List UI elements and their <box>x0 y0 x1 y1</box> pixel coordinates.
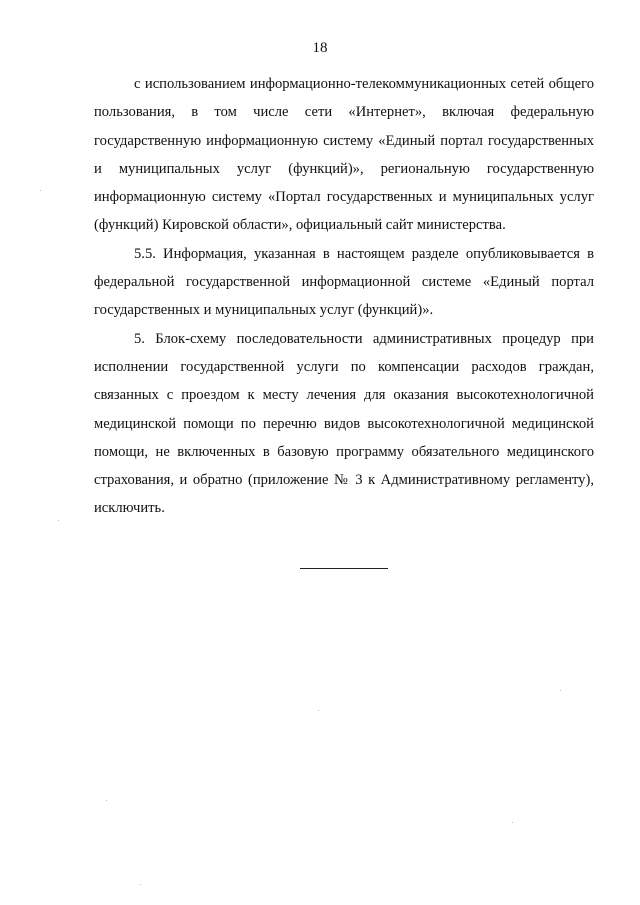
scan-speck <box>560 690 561 691</box>
scan-speck <box>106 800 107 801</box>
document-body <box>94 70 594 523</box>
scan-speck <box>40 190 41 191</box>
page-number: 18 <box>312 40 328 56</box>
paragraph-5-5: 5.5. Информация, указанная в настоящем разделе опубликовывается в федеральной государственной информационной системе «Единый портал государственных и муниципальных услуг (функций)». <box>94 245 594 319</box>
scan-speck <box>140 884 141 885</box>
paragraph-5: 5. Блок-схему последовательности административных процедур при исполнении государственной услуги по компенсации расходов граждан, связанных с проездом к месту лечения для оказания высокотехнологичной медицинской помощи по перечню видов высокотехнологичной медицинской помощи, не включенных в базовую программу обязательного медицинского страхования, и обратно (приложение № 3 к Административному регламенту), исключить. <box>94 330 594 517</box>
scan-speck <box>318 710 319 711</box>
scan-speck <box>512 822 513 823</box>
scan-speck <box>58 520 59 521</box>
end-divider-line <box>300 568 388 569</box>
paragraph-continuation: с использованием информационно-телекоммуникационных сетей общего пользования, в том числе сети «Интернет», включая федеральную государственную информационную систему «Единый портал государственных и муниципальных услуг (функций)», региональную государственную информационную систему «Портал государственных и муниципальных услуг (функций) Кировской области», официальный сайт министерства. <box>94 76 594 234</box>
